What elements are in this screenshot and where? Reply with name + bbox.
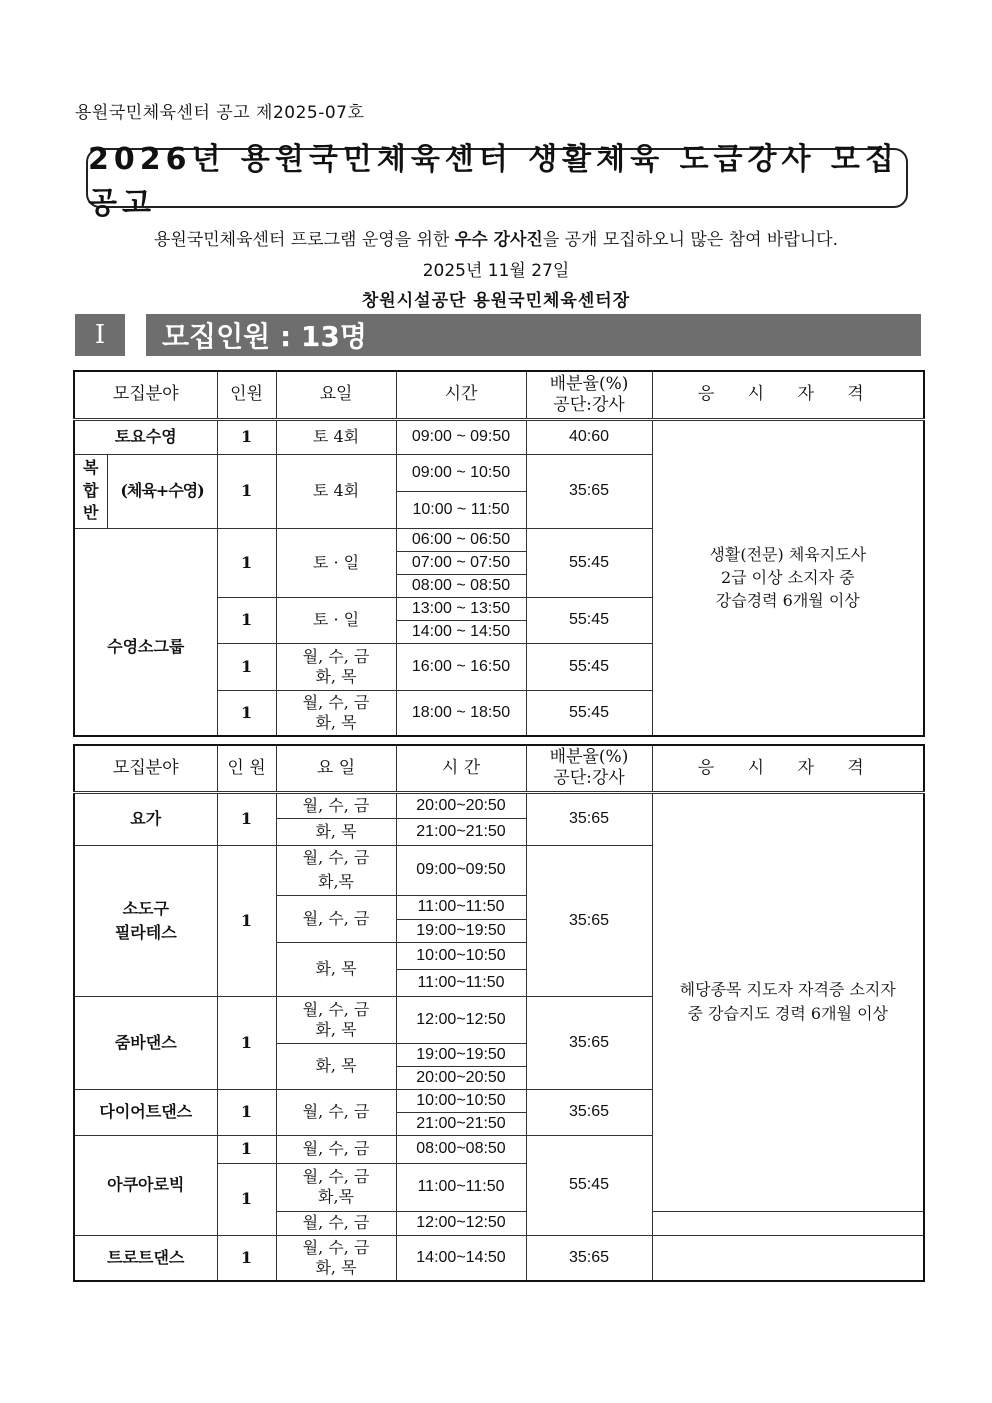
header-time: 시간	[396, 371, 526, 419]
day	[276, 845, 396, 895]
day-line: 월, 수, 금	[302, 646, 370, 666]
day: 토 · 일	[276, 528, 396, 597]
qual-line: 강습경력 6개월 이상	[715, 591, 860, 611]
page-title: 2026년 용원국민체육센터 생활체육 도급강사 모집 공고	[86, 148, 908, 208]
combined-char: 복	[83, 458, 99, 478]
time: 07:00 ~ 07:50	[396, 551, 526, 574]
header-qual-text: 응 시 자 격	[697, 757, 878, 778]
day: 월, 수, 금	[276, 1135, 396, 1163]
time: 21:00~21:50	[396, 818, 526, 845]
time: 10:00~10:50	[396, 942, 526, 969]
field-swim-small	[74, 528, 217, 736]
count: 1	[217, 1235, 276, 1281]
recruit-table-2	[73, 744, 925, 1282]
time: 10:00~10:50	[396, 1089, 526, 1112]
time: 12:00~12:50	[396, 1211, 526, 1235]
time: 19:00~19:50	[396, 1043, 526, 1066]
day: 토 4회	[276, 454, 396, 528]
table-row	[74, 419, 924, 454]
ratio: 35:65	[526, 1089, 652, 1135]
field-saturday-swim: 토요수영	[74, 419, 217, 454]
day: 토 · 일	[276, 597, 396, 643]
table-row	[74, 1235, 924, 1281]
time: 19:00~19:50	[396, 919, 526, 942]
header-day: 요 일	[276, 745, 396, 792]
day: 월, 수, 금	[276, 1089, 396, 1135]
time: 14:00~14:50	[396, 1235, 526, 1281]
time: 18:00 ~ 18:50	[396, 690, 526, 736]
field-swim-small-text: 수영소그룹	[107, 636, 185, 656]
qual-line: 중 강습지도 경력 6개월 이상	[687, 1004, 889, 1023]
time: 11:00~11:50	[396, 969, 526, 996]
day: 월, 수, 금	[276, 792, 396, 818]
section-number: Ⅰ	[75, 314, 125, 356]
header-ratio-line2: 공단:강사	[553, 394, 625, 415]
header-ratio-line2: 공단:강사	[553, 768, 625, 789]
header-qual	[652, 745, 924, 792]
header-qual	[652, 371, 924, 419]
header-ratio-line1: 배분율(%)	[549, 373, 629, 394]
count: 1	[217, 454, 276, 528]
time: 09:00 ~ 09:50	[396, 419, 526, 454]
qual-line: 2급 이상 소지자 중	[720, 568, 855, 588]
ratio: 55:45	[526, 690, 652, 736]
field-pilates	[74, 845, 217, 996]
count: 1	[217, 996, 276, 1089]
header-ratio-line1: 배분율(%)	[549, 747, 629, 767]
qualification-2	[652, 792, 924, 1211]
time: 13:00 ~ 13:50	[396, 597, 526, 620]
table-row	[74, 792, 924, 818]
count: 1	[217, 643, 276, 690]
intro-pre: 용원국민체육센터 프로그램 운영을 위한	[153, 230, 455, 250]
ratio: 35:65	[526, 1235, 652, 1281]
combined-char: 반	[83, 503, 99, 523]
time: 09:00~09:50	[396, 845, 526, 895]
day-line: 월, 수, 금	[302, 999, 370, 1019]
field-pilates-line: 필라테스	[114, 922, 177, 942]
ratio: 35:65	[526, 454, 652, 528]
header-field: 모집분야	[74, 745, 217, 792]
qualification-1	[652, 419, 924, 736]
day: 토 4회	[276, 419, 396, 454]
day	[276, 1235, 396, 1281]
recruit-table-1	[73, 370, 925, 737]
section-title: 모집인원 : 13명	[146, 314, 921, 356]
day-line: 월, 수, 금	[302, 848, 370, 867]
time: 12:00~12:50	[396, 996, 526, 1043]
header-day: 요일	[276, 371, 396, 419]
qual-line: 생활(전문) 체육지도사	[709, 544, 867, 564]
ratio: 35:65	[526, 996, 652, 1089]
ratio: 35:65	[526, 792, 652, 845]
qualification-empty	[652, 1235, 924, 1281]
time: 20:00~20:50	[396, 792, 526, 818]
count: 1	[217, 792, 276, 845]
header-ratio	[526, 371, 652, 419]
day-line: 화, 목	[315, 1019, 357, 1039]
day	[276, 690, 396, 736]
header-qual-text: 응 시 자 격	[697, 384, 878, 405]
day-line: 화, 목	[315, 1257, 357, 1277]
issuer: 창원시설공단 용원국민체육센터장	[361, 291, 631, 311]
count: 1	[217, 1089, 276, 1135]
count: 1	[217, 597, 276, 643]
count: 1	[217, 845, 276, 996]
ratio: 55:45	[526, 528, 652, 597]
day-line: 월, 수, 금	[302, 1167, 370, 1186]
field-combined-sub: (체육+수영)	[107, 454, 217, 528]
day-line: 화, 목	[315, 666, 357, 686]
time: 11:00~11:50	[396, 895, 526, 919]
time: 20:00~20:50	[396, 1066, 526, 1089]
count: 1	[217, 1135, 276, 1163]
time: 06:00 ~ 06:50	[396, 528, 526, 551]
day: 화, 목	[276, 818, 396, 845]
header-count: 인 원	[217, 745, 276, 792]
notice-number: 용원국민체육센터 공고 제2025-07호	[75, 103, 365, 123]
ratio: 40:60	[526, 419, 652, 454]
day: 월, 수, 금	[276, 1211, 396, 1235]
count: 1	[217, 528, 276, 597]
time: 09:00 ~ 10:50	[396, 454, 526, 491]
day-line: 화,목	[318, 872, 354, 891]
header-ratio	[526, 745, 652, 792]
day: 월, 수, 금	[276, 895, 396, 942]
day-line: 화, 목	[315, 712, 357, 732]
notice-date: 2025년 11월 27일	[422, 261, 570, 281]
time: 21:00~21:50	[396, 1112, 526, 1135]
day: 화, 목	[276, 942, 396, 996]
day: 화, 목	[276, 1043, 396, 1089]
field-zumba: 줌바댄스	[74, 996, 217, 1089]
field-pilates-line: 소도구	[122, 898, 169, 918]
day-line: 월, 수, 금	[302, 692, 370, 712]
field-yoga: 요가	[74, 792, 217, 845]
day	[276, 1163, 396, 1211]
ratio: 55:45	[526, 597, 652, 643]
ratio: 35:65	[526, 845, 652, 996]
count: 1	[217, 1163, 276, 1235]
time: 10:00 ~ 11:50	[396, 491, 526, 528]
time: 08:00 ~ 08:50	[396, 574, 526, 597]
count: 1	[217, 690, 276, 736]
intro-post: 을 공개 모집하오니 많은 참여 바랍니다.	[542, 230, 838, 250]
day-line: 월, 수, 금	[302, 1237, 370, 1257]
ratio: 55:45	[526, 1135, 652, 1235]
time: 16:00 ~ 16:50	[396, 643, 526, 690]
intro-text	[0, 225, 992, 250]
count: 1	[217, 419, 276, 454]
field-diet-dance: 다이어트댄스	[74, 1089, 217, 1135]
header-time: 시 간	[396, 745, 526, 792]
field-aquarobics: 아쿠아로빅	[74, 1135, 217, 1235]
time: 14:00 ~ 14:50	[396, 620, 526, 643]
header-count: 인원	[217, 371, 276, 419]
day-line: 화,목	[318, 1187, 354, 1206]
intro-bold: 우수 강사진	[454, 230, 543, 250]
day	[276, 643, 396, 690]
qual-line: 헤당종목 지도자 자격증 소지자	[679, 980, 896, 999]
header-field: 모집분야	[74, 371, 217, 419]
day	[276, 996, 396, 1043]
time: 08:00~08:50	[396, 1135, 526, 1163]
field-trot-dance: 트로트댄스	[74, 1235, 217, 1281]
ratio: 55:45	[526, 643, 652, 690]
time: 11:00~11:50	[396, 1163, 526, 1211]
field-combined-label	[74, 454, 107, 528]
combined-char: 합	[83, 480, 99, 500]
